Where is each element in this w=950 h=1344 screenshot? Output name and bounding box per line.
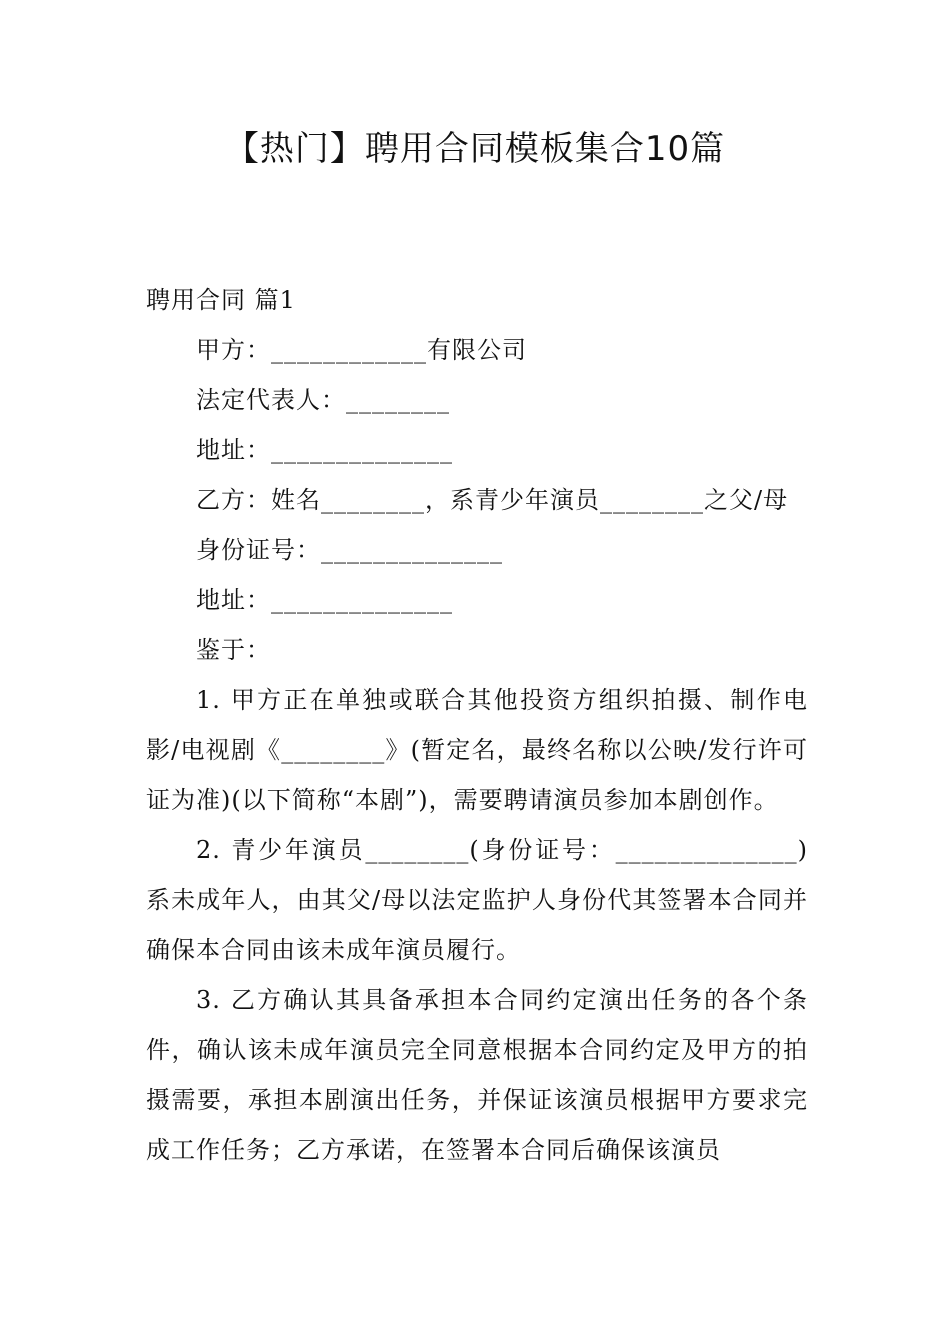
document-title: 【热门】聘用合同模板集合10篇 (224, 129, 726, 169)
clause-1: 1. 甲方正在单独或联合其他投资方组织拍摄、制作电影/电视剧《________》(暂定名，最终名称以公映/发行许可证为准)(以下简称“本剧”)，需要聘请演员参加本剧创作。 (146, 686, 808, 814)
party-a-line: 甲方：____________有限公司 (196, 336, 527, 364)
party-b-line: 乙方：姓名________，系青少年演员________之父/母 (196, 486, 789, 514)
whereas-line: 鉴于： (196, 636, 271, 664)
id-number-line: 身份证号：______________ (196, 536, 503, 564)
section-heading: 聘用合同 篇1 (146, 286, 296, 314)
legal-representative-line: 法定代表人：________ (196, 386, 450, 414)
party-a-address-line: 地址：______________ (196, 436, 453, 464)
clause-3: 3. 乙方确认其具备承担本合同约定演出任务的各个条件，确认该未成年演员完全同意根据本合同约定及甲方的拍摄需要，承担本剧演出任务，并保证该演员根据甲方要求完成工作任务；乙方承诺，在签署本合同后确保该演员 (146, 986, 808, 1164)
clause-2: 2. 青少年演员________(身份证号：______________)系未成年人，由其父/母以法定监护人身份代其签署本合同并确保本合同由该未成年演员履行。 (146, 836, 808, 964)
party-b-address-line: 地址：______________ (196, 586, 453, 614)
document-body (146, 275, 808, 1175)
